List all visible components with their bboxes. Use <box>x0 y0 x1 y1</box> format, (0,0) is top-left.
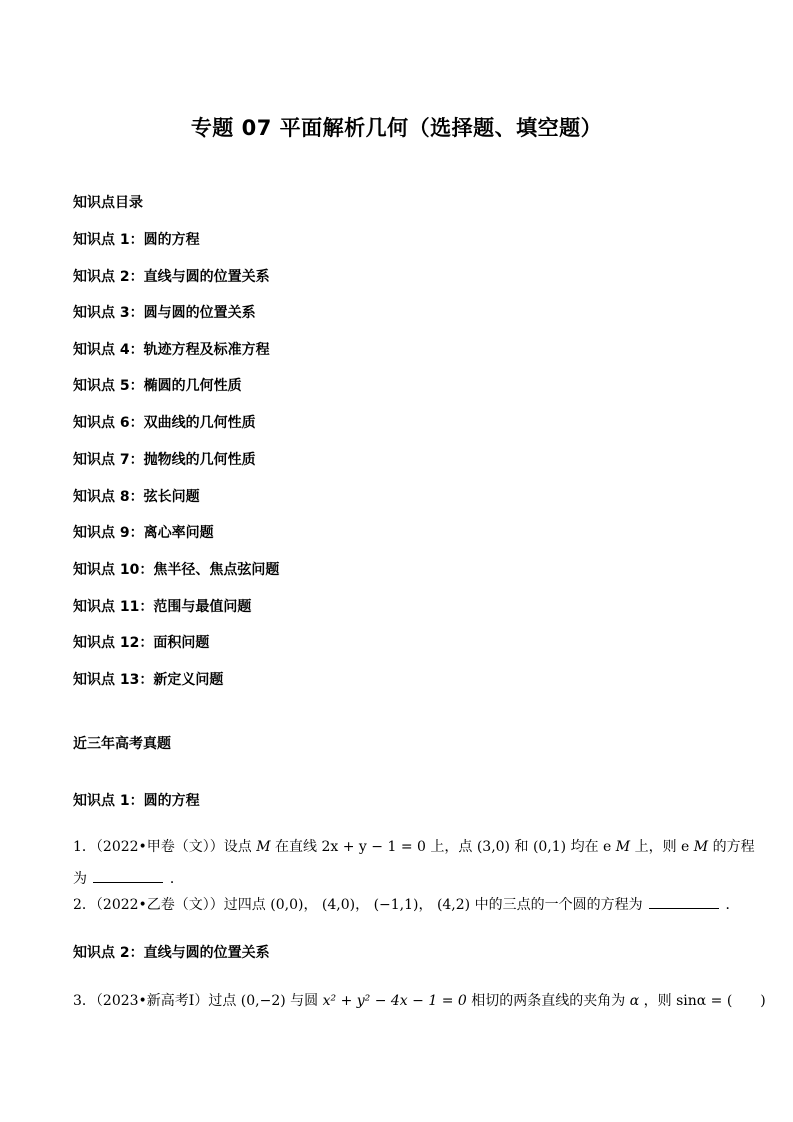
q1-text: 上，则 <box>634 839 677 855</box>
q3-text: ，则 <box>643 993 672 1009</box>
toc-item: 知识点 2：直线与圆的位置关系 <box>73 269 270 285</box>
toc-item: 知识点 7：抛物线的几何性质 <box>73 452 256 468</box>
q1-point-a: (3,0) <box>476 839 511 855</box>
q3-point: (0,−2) <box>240 993 286 1009</box>
q3-text: 与圆 <box>290 993 319 1009</box>
q3-alpha: α <box>629 993 640 1009</box>
q1-point-m: M <box>256 839 271 855</box>
question-2 <box>73 894 740 915</box>
circle-symbol: e <box>603 839 612 855</box>
toc-item: 知识点 10：焦半径、焦点弦问题 <box>73 562 280 578</box>
q2-text: ． <box>725 897 740 913</box>
question-3 <box>73 991 766 1011</box>
toc-item: 知识点 12：面积问题 <box>73 635 210 651</box>
toc-item: 知识点 5：椭圆的几何性质 <box>73 378 242 394</box>
toc-item: 知识点 13：新定义问题 <box>73 672 224 688</box>
answer-blank[interactable] <box>649 894 719 909</box>
q2-point: (4,0) <box>321 897 356 913</box>
toc-item: 知识点 4：轨迹方程及标准方程 <box>73 342 270 358</box>
q2-point: (0,0) <box>270 897 304 913</box>
q2-prefix: 2．（2022•乙卷（文））过四点 <box>73 897 266 913</box>
q2-text: 中的三点的一个圆的方程为 <box>474 897 643 913</box>
q1-text: 均在 <box>570 839 599 855</box>
q3-prefix: 3．（2023•新高考Ⅰ）过点 <box>73 993 237 1009</box>
toc-item: 知识点 6：双曲线的几何性质 <box>73 415 256 431</box>
section1-heading: 知识点 1：圆的方程 <box>73 793 200 809</box>
q1-circle-m: M <box>615 839 631 855</box>
q2-sep: ， <box>418 897 433 913</box>
document-title: 专题 07 平面解析几何（选择题、填空题） <box>190 116 603 140</box>
q1-prefix: 1．（2022•甲卷（文））设点 <box>73 839 252 855</box>
section2-heading: 知识点 2：直线与圆的位置关系 <box>73 945 270 961</box>
answer-blank[interactable] <box>93 868 163 883</box>
toc-heading: 知识点目录 <box>73 195 143 211</box>
q1-text: ． <box>169 871 184 887</box>
q1-text: 为 <box>73 871 87 887</box>
toc-item: 知识点 9：离心率问题 <box>73 525 214 541</box>
q1-text: 的方程 <box>712 839 755 855</box>
toc-item: 知识点 3：圆与圆的位置关系 <box>73 305 256 321</box>
q1-text: 和 <box>514 839 529 855</box>
q1-point-b: (0,1) <box>532 839 567 855</box>
section-heading: 近三年高考真题 <box>73 736 171 752</box>
q3-text: 相切的两条直线的夹角为 <box>471 993 626 1009</box>
q2-point: (−1,1) <box>373 897 419 913</box>
toc-item: 知识点 1：圆的方程 <box>73 232 200 248</box>
q1-text: 上，点 <box>430 839 473 855</box>
question-1 <box>73 837 755 857</box>
toc-item: 知识点 8：弦长问题 <box>73 489 200 505</box>
q2-sep: ， <box>303 897 318 913</box>
q3-sin: sinα = <box>676 993 723 1009</box>
question-1-line2 <box>73 868 733 889</box>
toc-item: 知识点 11：范围与最值问题 <box>73 599 252 615</box>
q2-point: (4,2) <box>436 897 471 913</box>
q1-text: 在直线 <box>275 839 318 855</box>
circle-symbol: e <box>681 839 690 855</box>
q3-answer-paren: ( ) <box>726 993 766 1009</box>
q1-circle-m: M <box>693 839 709 855</box>
q3-circle-equation: x² + y² − 4x − 1 = 0 <box>322 993 467 1009</box>
q2-sep: ， <box>355 897 370 913</box>
q1-line-equation: 2x + y − 1 = 0 <box>321 839 426 855</box>
